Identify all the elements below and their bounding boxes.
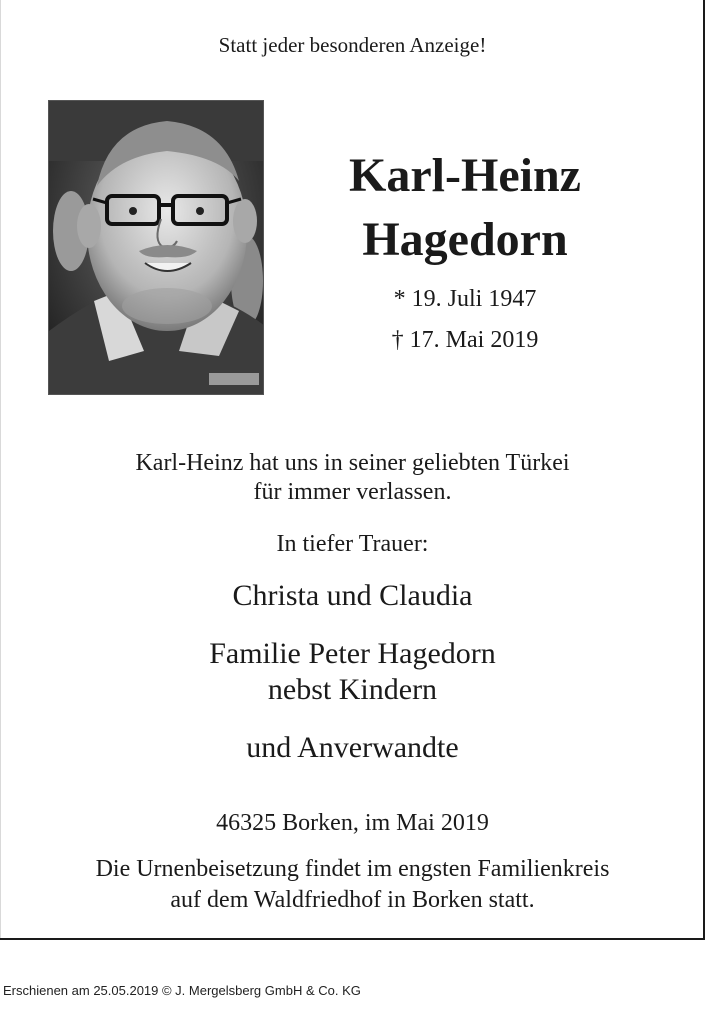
mourning-intro: In tiefer Trauer: xyxy=(276,531,429,557)
mourners-line-3: nebst Kindern xyxy=(267,673,438,706)
publication-footer: Erschienen am 25.05.2019 © J. Mergelsberg GmbH & Co. KG xyxy=(3,983,361,998)
deceased-last-name: Hagedorn xyxy=(362,213,568,266)
notice-header: Statt jeder besonderen Anzeige! xyxy=(218,33,487,57)
birth-date: * 19. Juli 1947 xyxy=(393,286,537,312)
message-line-1: Karl-Heinz hat uns in seiner geliebten Türkei xyxy=(135,450,570,476)
burial-line-1: Die Urnenbeisetzung findet im engsten Familienkreis xyxy=(95,856,610,882)
place-date: 46325 Borken, im Mai 2019 xyxy=(216,810,489,836)
death-date: † 17. Mai 2019 xyxy=(391,327,539,353)
message-line-2: für immer verlassen. xyxy=(253,479,452,505)
mourners-line-1: Christa und Claudia xyxy=(232,579,473,612)
portrait-illustration xyxy=(49,101,264,395)
burial-line-2: auf dem Waldfriedhof in Borken statt. xyxy=(170,887,535,913)
mourners-line-2: Familie Peter Hagedorn xyxy=(209,637,496,670)
mourners-line-4: und Anverwandte xyxy=(246,731,459,764)
deceased-first-name: Karl-Heinz xyxy=(349,149,581,202)
portrait-photo xyxy=(48,100,264,395)
